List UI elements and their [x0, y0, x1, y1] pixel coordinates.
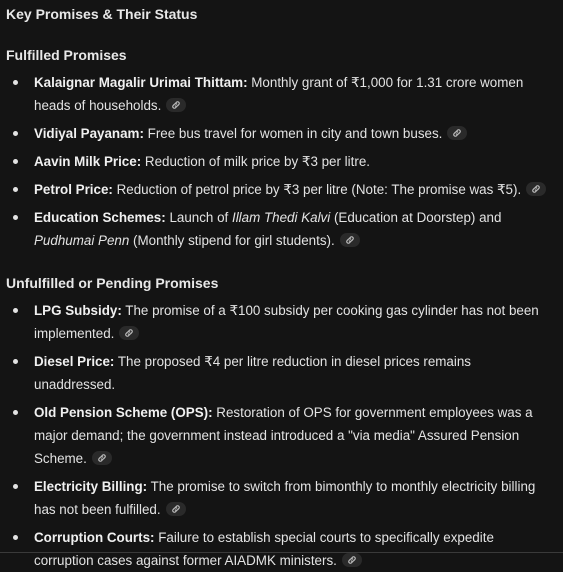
- item-label: Education Schemes:: [34, 210, 166, 225]
- list-item: [6, 475, 555, 521]
- item-text: The promise to switch from bimonthly to monthly electricity billing has not been fulfilled.: [34, 479, 536, 517]
- source-link-button[interactable]: [340, 233, 360, 247]
- item-label: Old Pension Scheme (OPS):: [34, 405, 213, 420]
- fulfilled-list: [6, 71, 555, 252]
- item-text: Free bus travel for women in city and town buses.: [143, 126, 443, 141]
- source-link-button[interactable]: [92, 451, 112, 465]
- item-label: Petrol Price:: [34, 182, 113, 197]
- item-text: Monthly grant of ₹1,000 for 1.31 crore women heads of households.: [34, 75, 524, 113]
- item-text: (Monthly stipend for girl students).: [129, 233, 335, 248]
- unfulfilled-list: [6, 299, 555, 572]
- source-link-button[interactable]: [166, 502, 186, 516]
- item-text: Restoration of OPS for government employees was a major demand; the government instead introduced a "via media" Assured Pension Scheme.: [34, 405, 533, 466]
- list-item: [6, 206, 555, 252]
- link-icon: [97, 453, 107, 463]
- list-item: [6, 526, 555, 572]
- scheme-name: Pudhumai Penn: [34, 233, 130, 248]
- source-link-button[interactable]: [119, 326, 139, 340]
- item-text: Launch of: [165, 210, 232, 225]
- link-icon: [345, 235, 355, 245]
- unfulfilled-heading: Unfulfilled or Pending Promises: [6, 275, 219, 291]
- source-link-button[interactable]: [447, 126, 467, 140]
- list-item: [6, 350, 555, 396]
- item-label: Aavin Milk Price:: [34, 154, 142, 169]
- link-icon: [124, 328, 134, 338]
- source-link-button[interactable]: [342, 553, 362, 567]
- source-link-button[interactable]: [526, 182, 546, 196]
- page-title: Key Promises & Their Status: [6, 6, 198, 22]
- item-text: The promise of a ₹100 subsidy per cooking gas cylinder has not been implemented.: [34, 303, 539, 341]
- link-icon: [171, 100, 181, 110]
- item-label: Diesel Price:: [34, 354, 115, 369]
- list-item: [6, 178, 555, 201]
- link-icon: [452, 128, 462, 138]
- item-text: The proposed ₹4 per litre reduction in diesel prices remains unaddressed.: [34, 354, 472, 392]
- fulfilled-heading: Fulfilled Promises: [6, 47, 127, 63]
- link-icon: [531, 184, 541, 194]
- item-text: Reduction of petrol price by ₹3 per litre (Note: The promise was ₹5).: [112, 182, 522, 197]
- item-text: Reduction of milk price by ₹3 per litre.: [141, 154, 370, 169]
- list-item: [6, 71, 555, 117]
- item-label: LPG Subsidy:: [34, 303, 122, 318]
- link-icon: [171, 504, 181, 514]
- item-text: Failure to establish special courts to specifically expedite corruption cases against former AIADMK ministers.: [34, 530, 494, 568]
- item-label: Electricity Billing:: [34, 479, 148, 494]
- item-text: (Education at Doorstep) and: [330, 210, 502, 225]
- scheme-name: Illam Thedi Kalvi: [231, 210, 331, 225]
- source-link-button[interactable]: [166, 98, 186, 112]
- item-label: Corruption Courts:: [34, 530, 155, 545]
- list-item: [6, 401, 555, 470]
- item-label: Vidiyal Payanam:: [34, 126, 144, 141]
- list-item: [6, 150, 555, 173]
- link-icon: [347, 555, 357, 565]
- list-item: [6, 122, 555, 145]
- item-label: Kalaignar Magalir Urimai Thittam:: [34, 75, 248, 90]
- list-item: [6, 299, 555, 345]
- response-content: [0, 5, 563, 572]
- section-divider: [0, 552, 563, 553]
